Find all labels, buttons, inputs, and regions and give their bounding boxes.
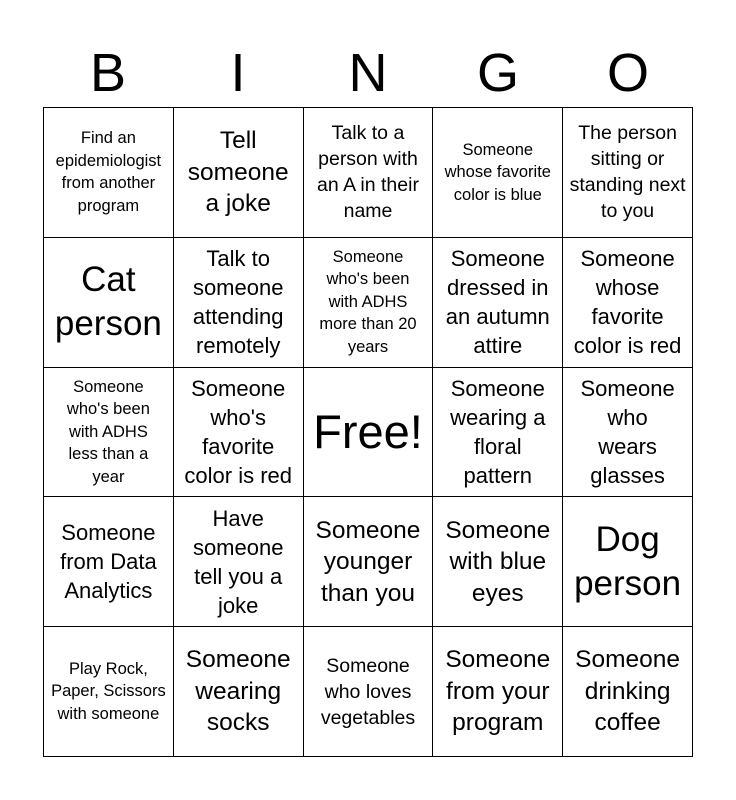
cell-text: Tell someone a joke: [187, 127, 289, 218]
bingo-cell-r4c3[interactable]: [304, 497, 434, 627]
bingo-cell-r3c5[interactable]: [563, 368, 693, 498]
bingo-cell-r4c2[interactable]: [174, 497, 304, 627]
header-letter-b: B: [89, 43, 127, 103]
cell-text: Someone who's favorite color is red: [184, 375, 292, 488]
cell-text: Someone younger than you: [315, 516, 421, 607]
bingo-cell-r4c5[interactable]: [563, 497, 693, 627]
header-letter-o: O: [606, 43, 649, 103]
bingo-cell-r2c1[interactable]: [44, 238, 174, 368]
bingo-cell-r4c4[interactable]: [433, 497, 563, 627]
cell-text: Someone wearing a floral pattern: [450, 375, 546, 488]
cell-text: Someone from Data Analytics: [60, 520, 157, 604]
bingo-cell-r1c5[interactable]: [563, 108, 693, 238]
cell-text: Talk to a person with an A in their name: [317, 122, 419, 223]
cell-text: Someone dressed in an autumn attire: [445, 246, 550, 359]
free-space-label: Free!: [313, 404, 423, 458]
cell-text: Dog person: [574, 519, 682, 603]
bingo-cell-r4c1[interactable]: [44, 497, 174, 627]
bingo-cell-r3c2[interactable]: [174, 368, 304, 498]
bingo-cell-r1c4[interactable]: [433, 108, 563, 238]
cell-text: Someone who wears glasses: [580, 375, 675, 488]
bingo-cell-r2c4[interactable]: [433, 238, 563, 368]
cell-text: Someone with blue eyes: [445, 516, 551, 607]
header-letter-n: N: [348, 43, 388, 103]
bingo-cell-r2c5[interactable]: [563, 238, 693, 368]
bingo-cell-r2c2[interactable]: [174, 238, 304, 368]
bingo-cell-r5c4[interactable]: [433, 627, 563, 757]
header-letter-i: I: [230, 43, 246, 103]
bingo-cell-free[interactable]: [304, 368, 434, 498]
bingo-cell-r1c3[interactable]: [304, 108, 434, 238]
cell-text: Talk to someone attending remotely: [192, 246, 284, 359]
cell-text: Find an epidemiologist from another program: [55, 129, 162, 215]
cell-text: Someone who loves vegetables: [320, 654, 416, 729]
bingo-cell-r1c2[interactable]: [174, 108, 304, 238]
cell-text: Someone whose favorite color is red: [573, 246, 682, 359]
cell-text: Someone from your program: [445, 646, 551, 737]
bingo-cell-r5c3[interactable]: [304, 627, 434, 757]
bingo-cell-r5c2[interactable]: [174, 627, 304, 757]
cell-text: Play Rock, Paper, Scissors with someone: [51, 659, 166, 723]
cell-text: Someone wearing socks: [185, 646, 291, 737]
header-letter-g: G: [476, 43, 519, 103]
cell-text: Cat person: [54, 260, 162, 344]
cell-text: Someone drinking coffee: [575, 646, 681, 737]
cell-text: The person sitting or standing next to you: [569, 122, 686, 223]
bingo-cell-r3c1[interactable]: [44, 368, 174, 498]
bingo-card: [43, 107, 693, 757]
bingo-header: [43, 38, 693, 108]
cell-text: Someone who's been with ADHS more than 20 years: [319, 247, 417, 356]
cell-text: Someone whose favorite color is blue: [444, 140, 551, 204]
bingo-cell-r3c4[interactable]: [433, 368, 563, 498]
bingo-cell-r5c1[interactable]: [44, 627, 174, 757]
bingo-cell-r1c1[interactable]: [44, 108, 174, 238]
cell-text: Someone who's been with ADHS less than a year: [66, 377, 150, 486]
bingo-cell-r5c5[interactable]: [563, 627, 693, 757]
cell-text: Have someone tell you a joke: [192, 505, 284, 618]
bingo-cell-r2c3[interactable]: [304, 238, 434, 368]
